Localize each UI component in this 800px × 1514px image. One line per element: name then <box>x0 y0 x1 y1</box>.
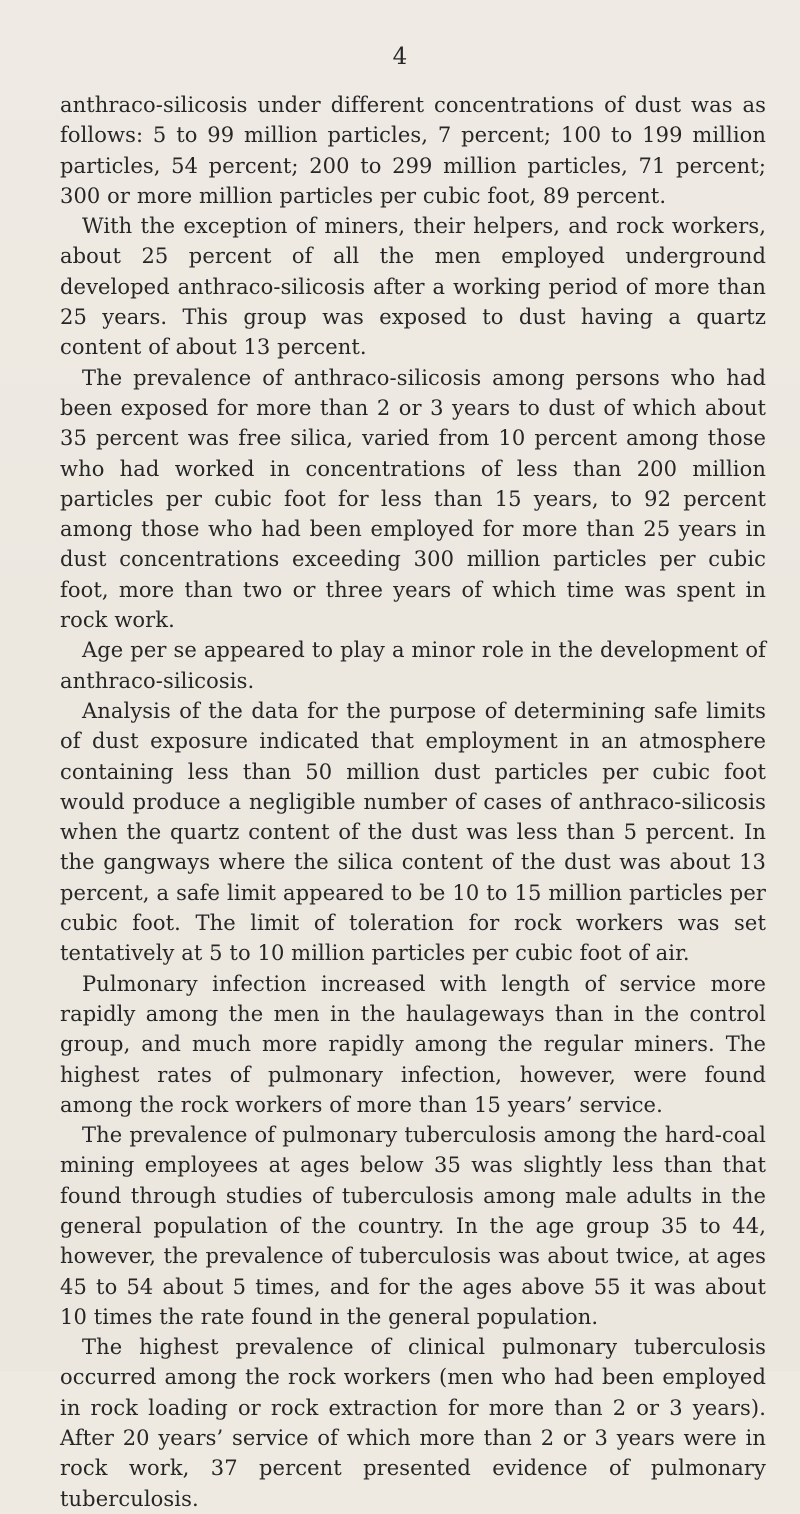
paragraph-safe-limits: Analysis of the data for the purpose of determining safe limits of dust exposure indicated that employment in an atmosphere containing less than 50 million dust particles per cubic foot would produce a negligible number of cases of anthraco-silicosis when the quartz content of the dust was less than 5 percent. In the gangways where the silica content of the dust was about 13 percent, a safe limit appeared to be 10 to 15 million particles per cubic foot. The limit of toleration for rock workers was set tentatively at 5 to 10 million particles per cubic foot of air. <box>60 698 766 966</box>
body-text <box>60 90 766 1514</box>
paragraph-age-role: Age per se appeared to play a minor role in the development of anthraco-silicosis. <box>60 638 766 693</box>
paragraph-dust-concentration-results: anthraco-silicosis under different concentrations of dust was as follows: 5 to 99 million particles, 7 percent; 100 to 199 million particles, 54 percent; 200 to 299 million particles, 71 percent; 300 or more million particles per cubic foot, 89 percent. <box>60 93 766 208</box>
paragraph-rock-workers-tuberculosis: The highest prevalence of clinical pulmonary tuberculosis occurred among the rock workers (men who had been employed in rock loading or rock extraction for more than 2 or 3 years). After 20 years’ service of which more than 2 or 3 years were in rock work, 37 percent presented evidence of pulmonary tuberculosis. <box>60 1335 766 1511</box>
page-number: 4 <box>392 44 408 70</box>
paragraph-underground-workers: With the exception of miners, their helpers, and rock workers, about 25 percent of all the men employed underground developed anthraco-silicosis after a working period of more than 25 years. This group was exposed to dust having a quartz content of about 13 percent. <box>60 214 766 360</box>
paragraph-free-silica-prevalence: The prevalence of anthraco-silicosis among persons who had been exposed for more than 2 or 3 years to dust of which about 35 percent was free silica, varied from 10 percent among those who had worked in concentrations of less than 200 million particles per cubic foot for less than 15 years, to 92 percent among those who had been employed for more than 25 years in dust concentrations exceeding 300 million particles per cubic foot, more than two or three years of which time was spent in rock work. <box>60 365 766 633</box>
paragraph-tuberculosis-prevalence: The prevalence of pulmonary tuberculosis among the hard-coal mining employees at ages below 35 was slightly less than that found through studies of tuberculosis among male adults in the general population of the country. In the age group 35 to 44, however, the prevalence of tuberculosis was about twice, at ages 45 to 54 about 5 times, and for the ages above 55 it was about 10 times the rate found in the general population. <box>60 1123 766 1329</box>
paragraph-pulmonary-infection: Pulmonary infection increased with length of service more rapidly among the men in the haulageways than in the control group, and much more rapidly among the regular miners. The highest rates of pulmonary infection, however, were found among the rock workers of more than 15 years’ service. <box>60 971 766 1117</box>
